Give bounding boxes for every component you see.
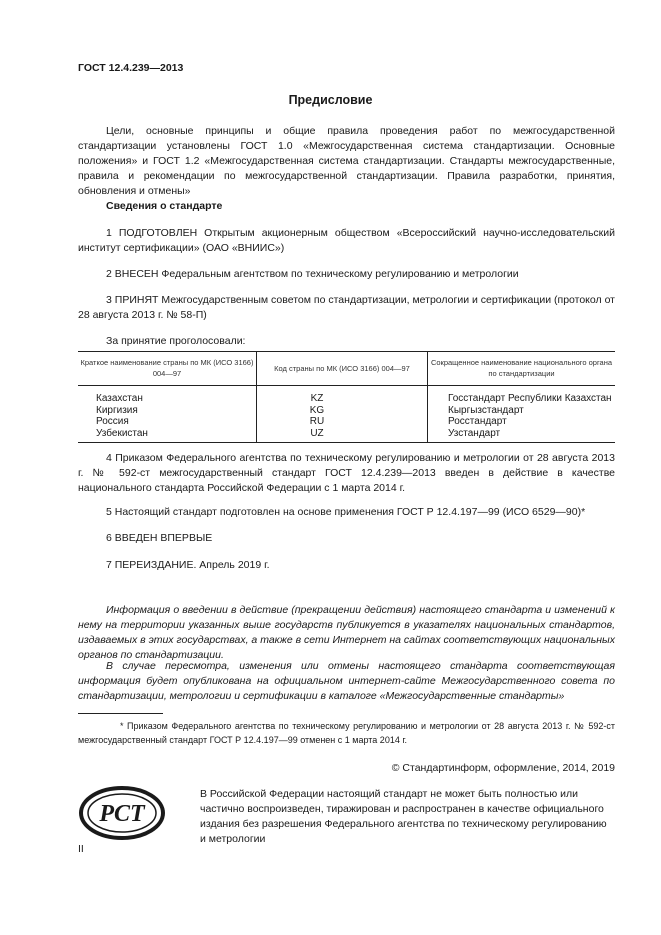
cell-country: Россия <box>96 416 129 427</box>
voted-label: За принятие проголосовали: <box>106 335 246 347</box>
page-title: Предисловие <box>288 93 373 107</box>
voting-table <box>78 351 615 443</box>
item-7: 7 ПЕРЕИЗДАНИЕ. Апрель 2019 г. <box>106 559 270 571</box>
copyright: © Стандартинформ, оформление, 2014, 2019 <box>391 762 615 774</box>
table-row <box>78 428 615 443</box>
col-header-country: Краткое наименование страны по МК (ИСО 3166) 004—97 <box>78 352 257 386</box>
cell-country: Киргизия <box>96 404 138 416</box>
item-2: 2 ВНЕСЕН Федеральным агентством по техническому регулированию и метрологии <box>106 268 519 280</box>
item-4: 4 Приказом Федерального агентства по техническому регулированию и метрологии от 28 августа 2013 г. № 592-ст межгосударственный стандарт ГОСТ 12.4.239—2013 введен в действие в качестве национального стандарта Российской Федерации с 1 марта 2014 г. <box>78 452 615 494</box>
cell-country: Узбекистан <box>78 428 257 443</box>
col-header-body: Сокращенное наименование национального органа по стандартизации <box>428 352 616 386</box>
cell-code: KZ <box>257 386 428 405</box>
table-row <box>78 405 615 417</box>
item-5: 5 Настоящий стандарт подготовлен на основе применения ГОСТ Р 12.4.197—99 (ИСО 6529—90)* <box>106 506 586 518</box>
cell-country: Казахстан <box>96 393 143 404</box>
cell-body: Кыргызстандарт <box>428 405 616 417</box>
intro-paragraph: Цели, основные принципы и общие правила проведения работ по межгосударственной стандартизации установлены ГОСТ 1.0 «Межгосударственная система стандартизации. Основные положения» и ГОСТ 1.2 «Межгосударственная система стандартизации. Стандарты межгосударственные, правила и рекомендации по межгосударственной стандартизации. Правила разработки, принятия, обновления и отмены» <box>78 125 615 197</box>
cell-code: RU <box>257 416 428 428</box>
rst-logo-icon <box>78 785 166 841</box>
info-paragraph-1: Информация о введении в действие (прекращении действия) настоящего стандарта и изменений к нему на территории указанных выше государств публикуется в указателях национальных стандартов, издаваемых в этих государствах, а также в сети Интернет на сайтах соответствующих национальных органов по стандартизации. <box>78 604 615 661</box>
item-6: 6 ВВЕДЕН ВПЕРВЫЕ <box>106 532 213 544</box>
item-3: 3 ПРИНЯТ Межгосударственным советом по стандартизации, метрологии и сертификации (протокол от 28 августа 2013 г. № 58-П) <box>78 294 615 321</box>
cell-body: Узстандарт <box>428 428 616 443</box>
page-number: II <box>78 843 84 855</box>
table-row <box>78 386 615 405</box>
item-1: 1 ПОДГОТОВЛЕН Открытым акционерным обществом «Всероссийский научно-исследовательский институт сертификации» (ОАО «ВНИИС») <box>78 227 615 254</box>
info-paragraph-2: В случае пересмотра, изменения или отмены настоящего стандарта соответствующая информация будет опубликована на официальном интернет-сайте Межгосударственного совета по стандартизации, метрологии и сертификации в каталоге «Межгосударственные стандарты» <box>78 660 615 702</box>
copyright-notice: В Российской Федерации настоящий стандарт не может быть полностью или частично воспроизведен, тиражирован и распространен в качестве официального издания без разрешения Федерального агентства по техническому регулированию и метрологии <box>200 788 607 845</box>
table-header-row <box>78 352 615 386</box>
table-row <box>78 416 615 428</box>
cell-code: KG <box>257 405 428 417</box>
cell-body: Росстандарт <box>428 416 616 428</box>
cell-code: UZ <box>257 428 428 443</box>
section-heading: Сведения о стандарте <box>106 200 223 212</box>
document-code: ГОСТ 12.4.239—2013 <box>78 62 184 74</box>
cell-body: Госстандарт Республики Казахстан <box>428 386 616 405</box>
logo-text: РСТ <box>99 801 145 827</box>
rst-logo <box>78 785 166 841</box>
col-header-code: Код страны по МК (ИСО 3166) 004—97 <box>257 352 428 386</box>
footnote-separator <box>78 713 163 714</box>
footnote: * Приказом Федерального агентства по техническому регулированию и метрологии от 28 августа 2013 г. № 592-ст межгосударственный стандарт ГОСТ Р 12.4.197—99 отменен с 1 марта 2014 г. <box>78 721 615 745</box>
